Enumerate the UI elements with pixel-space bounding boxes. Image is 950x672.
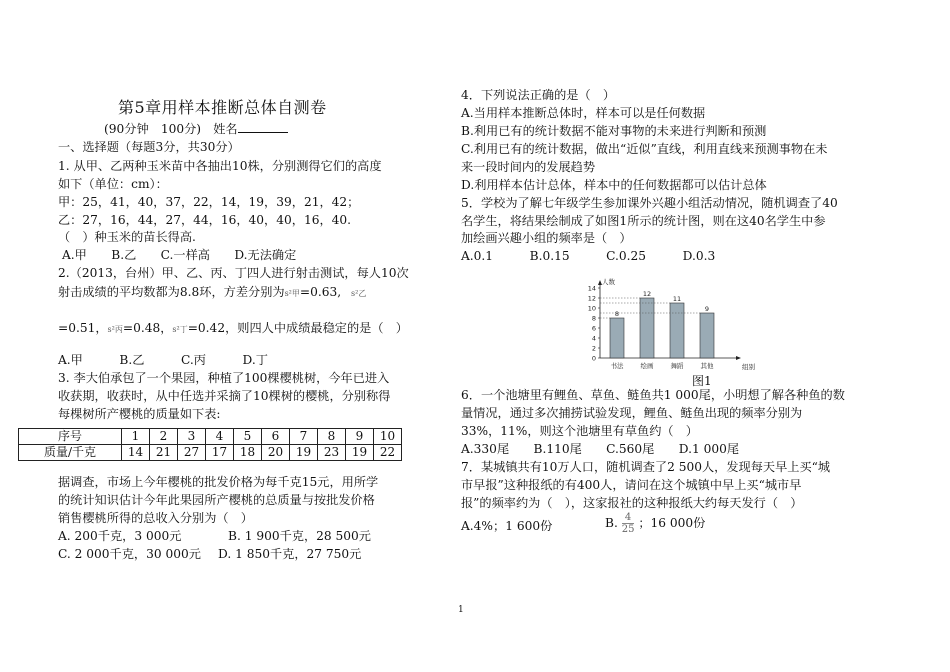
bar-value-label: 9 (704, 305, 710, 313)
variance-ding-symbol: s²丁 (172, 325, 188, 334)
table-cell: 2 (150, 429, 178, 445)
y-axis-label: 人数 (602, 278, 615, 286)
q5-line2: 名学生，将结果绘制成了如图1所示的统计图，则在这40名学生中参 (461, 214, 826, 228)
page-title: 第5章用样本推断总体自测卷 (118, 98, 327, 117)
table-header-cell: 质量/千克 (19, 445, 122, 461)
q4-option-d: D.利用样本估计总体，样本中的任何数据都可以估计总体 (461, 178, 767, 192)
q1-line5: （ ）种玉米的苗长得高. (58, 230, 196, 244)
q1-line4: 乙：27，16，44，27，44，16，40，40，16，40. (58, 213, 352, 227)
bar (700, 313, 714, 358)
table-cell: 3 (178, 429, 206, 445)
table-row (19, 429, 402, 445)
bar-value-label: 11 (672, 295, 682, 303)
table-cell: 19 (346, 445, 374, 461)
q3-line3: 每棵树所产樱桃的质量如下表: (58, 407, 221, 421)
bar (610, 318, 624, 358)
q4-line1: 4．下列说法正确的是（ ） (461, 88, 616, 102)
table-cell: 9 (346, 429, 374, 445)
x-tick-label: 绘画 (640, 362, 654, 370)
table-cell: 27 (178, 445, 206, 461)
y-tick-label: 2 (591, 344, 596, 353)
page-number: 1 (458, 605, 464, 615)
table-cell: 17 (206, 445, 234, 461)
q7-line2: 市早报”这种报纸的有400人，请问在这个城镇中早上买“城市早 (461, 478, 802, 492)
q7-line1: 7．某城镇共有10万人口，随机调查了2 500人，发现每天早上买“城 (461, 460, 831, 474)
x-tick-label: 书法 (610, 362, 624, 370)
bar-chart (582, 276, 762, 374)
figure-caption: 图1 (692, 374, 712, 388)
table-header-cell: 序号 (19, 429, 122, 445)
bar (640, 298, 654, 358)
q7-line3: 报”的频率约为（ ），这家报社的这种报纸大约每天发行（ ） (461, 496, 803, 510)
table-row (19, 445, 402, 461)
q2-line1: 2.（2013，台州）甲、乙、丙、丁四人进行射击测试，每人10次 (58, 266, 409, 280)
q4-option-b: B.利用已有的统计数据不能对事物的未来进行判断和预测 (461, 124, 767, 138)
q5-line3: 加绘画兴趣小组的频率是（ ） (461, 231, 632, 245)
q4-option-c-cont: 来一段时间内的发展趋势 (461, 160, 596, 174)
y-tick-label: 6 (591, 324, 596, 333)
q3-line4: 据调查，市场上今年樱桃的批发价格为每千克15元，用所学 (58, 475, 379, 489)
table-cell: 14 (122, 445, 150, 461)
bar-value-label: 8 (614, 310, 620, 318)
q3-line2: 收获期，收获时，从中任选并采摘了10棵树的樱桃，分别称得 (58, 389, 391, 403)
y-tick-label: 0 (591, 354, 596, 363)
q5-line1: 5．学校为了解七年级学生参加课外兴趣小组活动情况，随机调查了40 (461, 196, 838, 210)
variance-bing-symbol: s²丙 (107, 325, 123, 334)
q7-option-a: A.4%；1 600份 (461, 519, 553, 533)
table-cell: 21 (150, 445, 178, 461)
q7-option-b: B. $\frac{4}{25}$ ；16 000份 (605, 512, 706, 535)
q3-line6: 销售樱桃所得的总收入分别为（ ） (58, 511, 253, 525)
q3-option-a: A. 200千克，3 000元 (58, 529, 182, 543)
y-tick-label: 14 (587, 284, 596, 293)
bar (670, 303, 684, 358)
q3-line5: 的统计知识估计今年此果园所产樱桃的总质量与按批发价格 (58, 493, 375, 507)
q6-line1: 6．一个池塘里有鲤鱼、草鱼、鲢鱼共1 000尾，小明想了解各种鱼的数 (461, 388, 845, 402)
q4-option-c: C.利用已有的统计数据，做出“近似”直线，利用直线来预测事物在未 (461, 142, 828, 156)
q2-line3: =0.51，s²丙=0.48，s²丁=0.42，则四人中成绩最稳定的是（ ） (58, 321, 408, 335)
exam-meta: (90分钟 100分) 姓名 (104, 120, 288, 138)
q6-options: A.330尾 B.110尾 C.560尾 D.1 000尾 (461, 442, 740, 456)
x-axis-label: 组别 (742, 363, 755, 371)
q3-option-d: D. 1 850千克，27 750元 (218, 547, 362, 561)
table-cell: 7 (290, 429, 318, 445)
table-cell: 8 (318, 429, 346, 445)
x-tick-label: 其他 (700, 362, 714, 370)
q1-line3: 甲：25，41，40，37，22，14，19，39，21，42； (58, 195, 360, 209)
fraction: $\frac{4}{25}$ (621, 512, 635, 535)
table-cell: 1 (122, 429, 150, 445)
q3-option-b: B. 1 900千克，28 500元 (228, 529, 371, 543)
y-tick-label: 12 (587, 294, 596, 303)
q3-line1: 3. 李大伯承包了一个果园，种植了100棵樱桃树，今年已进入 (58, 371, 390, 385)
x-axis-arrow (736, 356, 741, 360)
q4-option-a: A.当用样本推断总体时，样本可以是任何数据 (461, 106, 706, 120)
y-tick-label: 4 (591, 334, 596, 343)
q2-options: A.甲 B.乙 C.丙 D.丁 (58, 353, 268, 367)
table-cell: 4 (206, 429, 234, 445)
bar-value-label: 12 (642, 290, 652, 298)
table-cell: 20 (262, 445, 290, 461)
variance-yi-symbol: s²乙 (351, 289, 367, 298)
q3-option-c: C. 2 000千克，30 000元 (58, 547, 201, 561)
y-tick-label: 8 (591, 314, 596, 323)
table-cell: 10 (374, 429, 402, 445)
q1-line2: 如下（单位：cm）： (58, 177, 168, 191)
q5-options: A.0.1 B.0.15 C.0.25 D.0.3 (461, 249, 716, 263)
q6-line2: 量情况，通过多次捕捞试验发现，鲤鱼、鲢鱼出现的频率分别为 (461, 406, 803, 420)
table-cell: 5 (234, 429, 262, 445)
section-heading: 一、选择题（每题3分，共30分） (58, 140, 240, 154)
table-cell: 22 (374, 445, 402, 461)
y-tick-label: 10 (587, 304, 596, 313)
x-tick-label: 舞蹈 (670, 362, 684, 370)
q6-line3: 33%，11%，则这个池塘里有草鱼约（ ） (461, 424, 698, 438)
table-cell: 19 (290, 445, 318, 461)
q1-options: A.甲 B.乙 C.一样高 D.无法确定 (62, 248, 297, 262)
table-cell: 23 (318, 445, 346, 461)
table-cell: 18 (234, 445, 262, 461)
q1-line1: 1. 从甲、乙两种玉米苗中各抽出10株，分别测得它们的高度 (58, 159, 382, 173)
table-cell: 6 (262, 429, 290, 445)
variance-jia-symbol: s²甲 (284, 289, 300, 298)
cherry-weight-table (18, 428, 402, 461)
name-blank[interactable] (238, 120, 288, 133)
q2-line2: 射击成绩的平均数都为8.8环，方差分别为s²甲=0.63, s²乙 (58, 285, 367, 299)
